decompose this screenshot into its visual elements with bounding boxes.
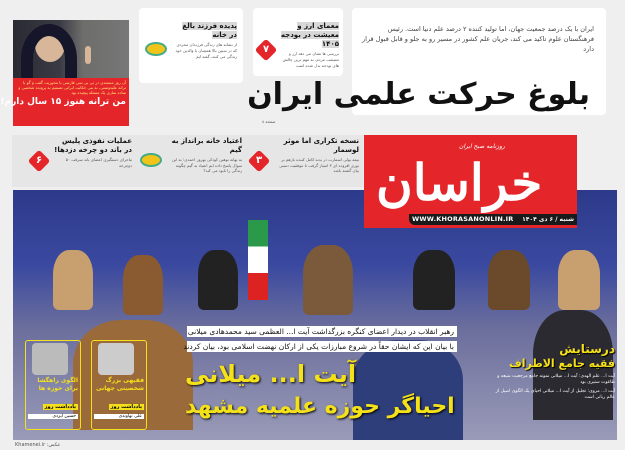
masthead xyxy=(364,135,577,228)
teaser-title: پدیده فرزند بالغ در خانه xyxy=(182,22,237,39)
side-title-2: فقیه جامع الاطراف xyxy=(508,357,615,370)
photo-teaser[interactable] xyxy=(0,20,129,126)
page-number-icon: ۳ xyxy=(248,150,271,173)
note-label: یادداشت روز xyxy=(110,404,142,410)
note-title: الگوی راهگشا برای حوزه ها xyxy=(37,377,78,392)
teaser-title: نسخه تکراری اما موثر لوسمار xyxy=(283,137,359,154)
author-avatar xyxy=(98,343,134,375)
section-badge-icon xyxy=(145,42,167,56)
page-ref: صفحه ۸ xyxy=(262,119,276,124)
issue-date: شنبه / ۶ دی ۱۴۰۴ xyxy=(522,216,574,223)
side-text-2: آیت ا... مروی: تجلیل از آیت ا... میلانی احیای یک الگوی اصیل از عالم ربانی است xyxy=(495,389,615,400)
page-number-icon: ۷ xyxy=(255,39,278,62)
page-number-icon: ۶ xyxy=(28,150,51,173)
note-author: علی نهاوندی xyxy=(94,414,144,419)
teaser-budget[interactable] xyxy=(253,8,343,76)
note-author: حسین ایزدی xyxy=(28,414,78,419)
side-text-1: آیت ا... علم الهدی: آیت ا... میلانی نمونه جامع مرجعیت شیعه و ظاغوت ستیزی بود xyxy=(497,374,615,385)
teaser-title: عملیات نفوذی پلیس در باند دو چرخه دزدها! xyxy=(54,137,132,154)
teaser-text: از نشانه های زندگی فرزندان مجردی که در سنین بالا همچنان با والدین خود زندگی می کنند، گفته ایم xyxy=(175,42,237,59)
teaser-headline: من ترانه هنوز ۱۵ سال دارم! xyxy=(0,97,126,107)
note-card[interactable] xyxy=(25,340,81,430)
lead-headline: بلوغ حرکت علمی ایران xyxy=(247,77,590,112)
note-title: فقیهی بزرگ شخصیتی جهانی xyxy=(95,377,144,392)
teaser-text: بیمه بولی اسمارت در بدنه کامل کننده بازهم بر نوری افزوده ای ۳ امتیاز گرفت تا موفقیت دستی بیان گشته باشد xyxy=(279,157,359,173)
note-card[interactable] xyxy=(91,340,147,430)
teaser-photo xyxy=(13,20,129,78)
teaser-caption: آن روز مستندی در بی بی سی فارسی با محوریت گفت و گو با ترانه علیدوستی، نه بنی حکایت ایرانی تصمیم به پرونده شخصی و ساده سازی یک مسئله پیچیده بود xyxy=(18,80,126,95)
teaser-gaming[interactable] xyxy=(137,137,242,185)
teaser-lusmar[interactable] xyxy=(247,137,359,185)
main-headline-1: آیت ا... میلانی xyxy=(185,360,357,388)
masthead-logo: خراسان xyxy=(376,153,543,212)
side-story[interactable] xyxy=(487,342,615,401)
author-avatar xyxy=(32,343,68,375)
section-badge-icon xyxy=(140,153,162,167)
teaser-police[interactable] xyxy=(27,137,132,185)
teaser-title: معمای ارز و معیشت در بودجه ۱۴۰۵ xyxy=(280,22,339,48)
note-label: یادداشت روز xyxy=(44,404,76,410)
photo-credit: عکس: Khamenei.ir xyxy=(15,442,61,448)
teaser-text: به بهانه توهین کودکی بهروز احمدی؛ به این سوال پاسخ داده ایم اعتیاد به گیم چگونه زندگی را نابود می کند؟ xyxy=(171,157,242,173)
teaser-title: اعتیاد خانه برانداز به گیم xyxy=(171,137,242,154)
side-title-1: درستایش xyxy=(559,342,615,356)
main-headline-2: احیاگر حوزه علمیه مشهد xyxy=(185,394,455,419)
caption-line-1: رهبر انقلاب در دیدار اعضای کنگره بزرگداشت آیت ا... العظمی سید محمدهادی میلانی xyxy=(187,326,457,337)
teaser-grown-child[interactable] xyxy=(139,8,243,83)
teaser-text: بررسی ها نشان می دهد ارز و معیشت مردم، به مهم ترین چالش های بودجه بدل شده است xyxy=(282,51,339,68)
lead-summary: ایران با یک درصد جمعیت جهان، اما تولید کننده ۲ درصد علم دنیا است. رئیس فرهنگستان علوم تاکید می کند، جریان علم کشور در مسیر رو به جلو و قابل قبول قرار دارد xyxy=(361,25,594,53)
masthead-subtitle: روزنامه صبح ایران xyxy=(459,143,505,150)
teaser-text: ماجرای دستگیری اعضای باند سرقت ۵۰ دوچرخه xyxy=(65,157,132,168)
caption-line-2: با بیان این که ایشان حقاً در شروع مبارزات یکی از ارکان نهضت اسلامی بود، بیان کردند xyxy=(187,341,457,352)
website[interactable]: WWW.KHORASANONLIN.IR xyxy=(412,215,514,223)
